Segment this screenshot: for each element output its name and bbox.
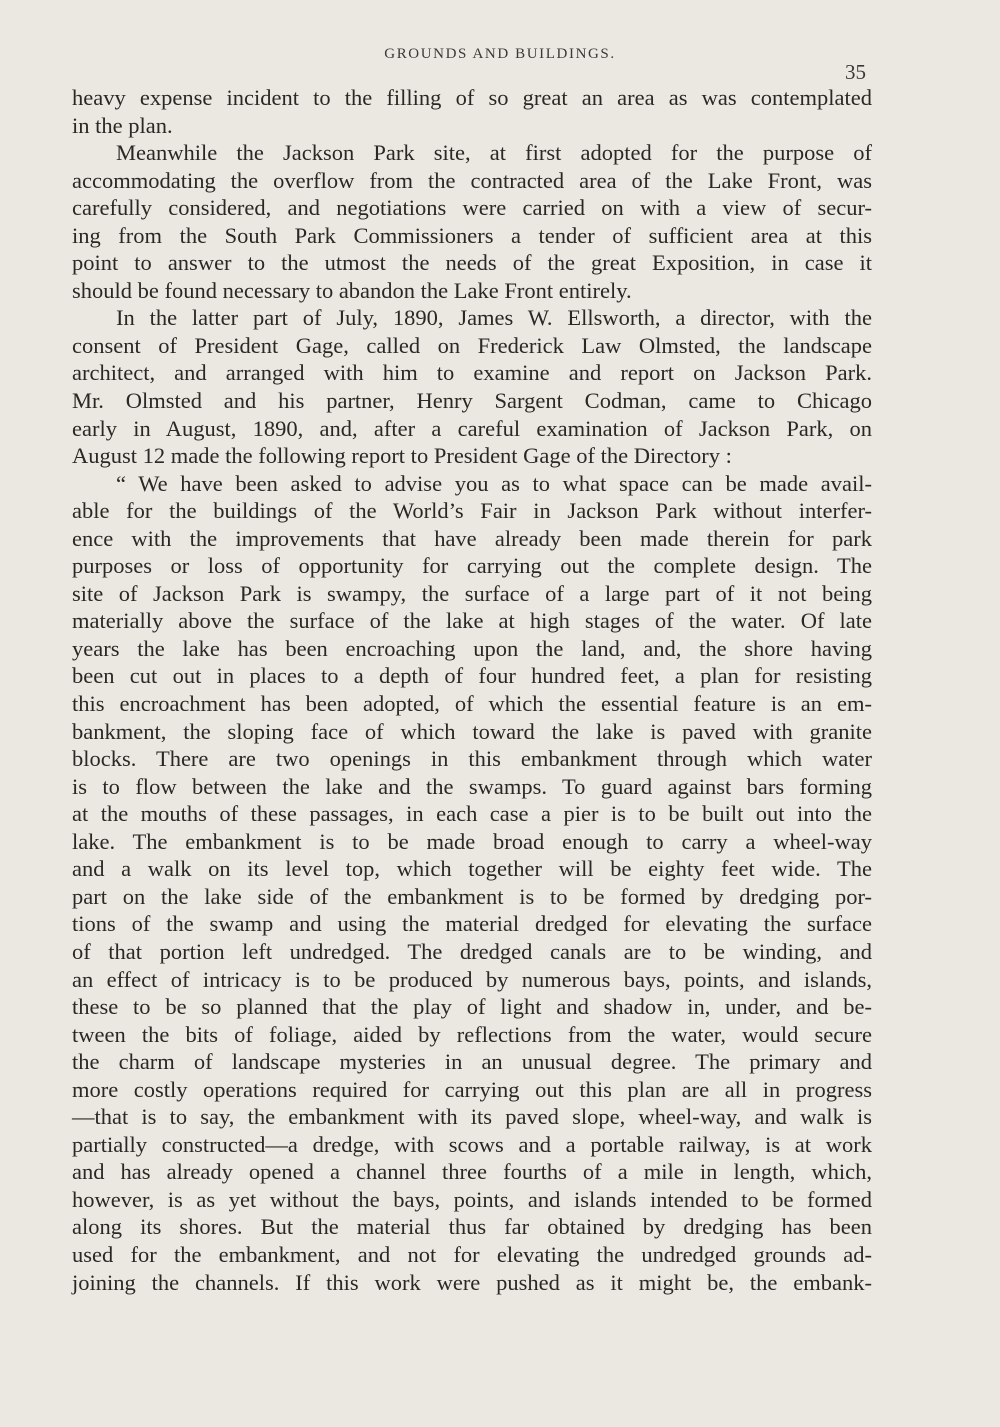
text-line: In the latter part of July, 1890, James W. Ellsworth, a director, with the	[116, 305, 872, 331]
page-number: 35	[845, 60, 866, 84]
text-line: partially constructed—a dredge, with scows and a portable railway, is at work	[72, 1131, 872, 1157]
text-line: tions of the swamp and using the material dredged for elevating the surface	[72, 911, 872, 937]
text-line: purposes or loss of opportunity for carrying out the complete design. The	[72, 553, 872, 579]
text-line: Mr. Olmsted and his partner, Henry Sargent Codman, came to Chicago	[72, 388, 872, 414]
text-line: these to be so planned that the play of light and shadow in, under, and be-	[72, 994, 872, 1020]
text-line: carefully considered, and negotiations were carried on with a view of secur-	[72, 195, 872, 221]
text-line: ing from the South Park Commissioners a tender of sufficient area at this	[72, 222, 872, 248]
text-line: part on the lake side of the embankment is to be formed by dredging por-	[72, 883, 872, 909]
text-line: the charm of landscape mysteries in an unusual degree. The primary and	[72, 1049, 872, 1075]
text-line: point to answer to the utmost the needs of the great Exposition, in case it	[72, 250, 872, 276]
text-line: heavy expense incident to the filling of so great an area as was contemplated	[72, 85, 872, 110]
text-line: —that is to say, the embankment with its paved slope, wheel-way, and walk is	[72, 1104, 872, 1130]
text-line: at the mouths of these passages, in each case a pier is to be built out into the	[72, 801, 872, 827]
text-line: this encroachment has been adopted, of which the essential feature is an em-	[72, 691, 872, 717]
body-text	[72, 84, 872, 1296]
text-line: “ We have been asked to advise you as to what space can be made avail-	[116, 470, 872, 496]
text-line: architect, and arranged with him to examine and report on Jackson Park.	[72, 360, 872, 386]
text-line: Meanwhile the Jackson Park site, at first adopted for the purpose of	[116, 140, 872, 166]
text-line: accommodating the overflow from the contracted area of the Lake Front, was	[72, 167, 872, 193]
text-line: in the plan.	[72, 112, 173, 138]
text-line: more costly operations required for carrying out this plan are all in progress	[72, 1076, 872, 1102]
text-line: consent of President Gage, called on Frederick Law Olmsted, the landscape	[72, 332, 872, 358]
text-line: lake. The embankment is to be made broad enough to carry a wheel-way	[72, 828, 872, 854]
running-head: GROUNDS AND BUILDINGS.	[384, 46, 616, 62]
text-line: however, is as yet without the bays, points, and islands intended to be formed	[72, 1186, 872, 1212]
text-line: along its shores. But the material thus far obtained by dredging has been	[72, 1214, 872, 1240]
text-line: and a walk on its level top, which together will be eighty feet wide. The	[72, 856, 872, 882]
text-line: August 12 made the following report to President Gage of the Directory :	[72, 443, 732, 469]
text-line: materially above the surface of the lake at high stages of the water. Of late	[72, 608, 872, 634]
text-line: should be found necessary to abandon the Lake Front entirely.	[72, 277, 632, 303]
text-line: years the lake has been encroaching upon the land, and, the shore having	[72, 635, 872, 661]
text-line: is to flow between the lake and the swamps. To guard against bars forming	[72, 773, 872, 799]
text-line: site of Jackson Park is swampy, the surface of a large part of it not being	[72, 580, 872, 606]
text-line: tween the bits of foliage, aided by reflections from the water, would secure	[72, 1021, 872, 1047]
text-line: been cut out in places to a depth of four hundred feet, a plan for resisting	[72, 663, 872, 689]
text-line: early in August, 1890, and, after a careful examination of Jackson Park, on	[72, 415, 872, 441]
text-line: and has already opened a channel three fourths of a mile in length, which,	[72, 1159, 872, 1185]
text-line: of that portion left undredged. The dredged canals are to be winding, and	[72, 938, 872, 964]
text-line: used for the embankment, and not for elevating the undredged grounds ad-	[72, 1241, 872, 1267]
text-line: ence with the improvements that have already been made therein for park	[72, 525, 872, 551]
text-line: joining the channels. If this work were pushed as it might be, the embank-	[72, 1269, 872, 1295]
text-line: bankment, the sloping face of which toward the lake is paved with granite	[72, 718, 872, 744]
text-line: able for the buildings of the World’s Fair in Jackson Park without interfer-	[72, 498, 872, 524]
text-line: an effect of intricacy is to be produced by numerous bays, points, and islands,	[72, 966, 872, 992]
text-line: blocks. There are two openings in this embankment through which water	[72, 746, 872, 772]
